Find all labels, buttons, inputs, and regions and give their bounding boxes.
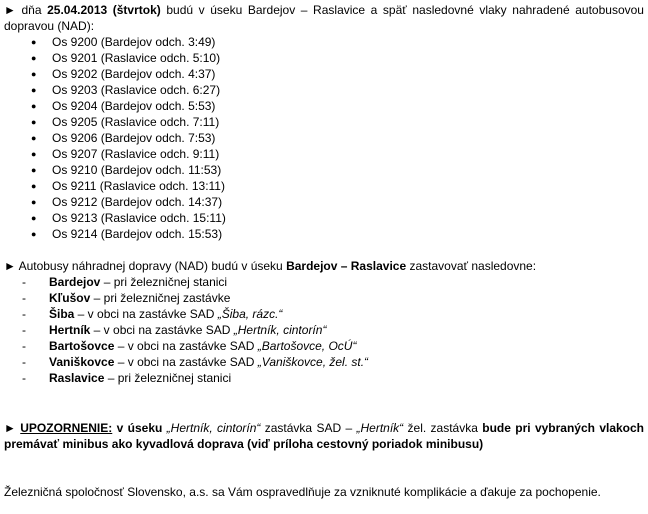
stop-name: Bartošovce	[49, 339, 115, 353]
train-list-item: ● Os 9212 (Bardejov odch. 14:37)	[4, 194, 644, 210]
stop-list-item	[4, 338, 644, 354]
stop-list-item	[4, 370, 644, 386]
train-list-item: ● Os 9211 (Raslavice odch. 13:11)	[4, 178, 644, 194]
dash-marker: -	[22, 323, 26, 337]
arrow-marker-icon: ►	[4, 259, 16, 273]
dash-marker: -	[22, 275, 26, 289]
nad-text-b: zastavovať nasledovne:	[409, 259, 537, 273]
stop-quote: „Šiba, rázc.“	[217, 307, 283, 321]
stop-quote: „Vaniškovce, žel. st.“	[257, 355, 369, 369]
dash-marker: -	[22, 371, 26, 385]
train-list-item: ● Os 9205 (Raslavice odch. 7:11)	[4, 114, 644, 130]
warning-paragraph	[4, 420, 644, 452]
stop-list-item	[4, 354, 644, 370]
warning-quote-2: „Hertník“	[356, 421, 404, 435]
dash-marker: -	[22, 291, 26, 305]
stop-list-item	[4, 306, 644, 322]
arrow-marker-icon: ►	[4, 3, 16, 17]
arrow-marker-icon: ►	[4, 421, 16, 435]
train-list	[4, 34, 644, 242]
warning-t4: bude pri vybraných vlakoch premávať minibus ako kyvadlová doprava (viď príloha cestovný poriadok minibusu)	[4, 421, 645, 451]
stop-description: – pri železničnej zastávke	[90, 291, 231, 305]
nad-route: Bardejov – Raslavice	[286, 259, 407, 273]
stop-description: – pri železničnej stanici	[100, 275, 228, 289]
nad-paragraph	[4, 258, 644, 274]
train-list-item: ● Os 9204 (Bardejov odch. 5:53)	[4, 98, 644, 114]
train-list-item: ● Os 9201 (Raslavice odch. 5:10)	[4, 50, 644, 66]
stop-description: – v obci na zastávke SAD	[114, 355, 258, 369]
stop-list	[4, 274, 644, 386]
stop-description: – v obci na zastávke SAD	[114, 339, 258, 353]
dash-marker: -	[22, 355, 26, 369]
train-list-item: ● Os 9210 (Bardejov odch. 11:53)	[4, 162, 644, 178]
stop-quote: „Bartošovce, OcÚ“	[257, 339, 357, 353]
intro-paragraph	[4, 2, 644, 34]
train-list-item: ● Os 9200 (Bardejov odch. 3:49)	[4, 34, 644, 50]
stop-list-item	[4, 274, 644, 290]
stop-name: Raslavice	[49, 371, 105, 385]
stop-quote: „Hertník, cintorín“	[233, 323, 327, 337]
intro-text: budú v úseku Bardejov – Raslavice a späť nasledovné vlaky nahradené autobusovou dopravou (NAD):	[4, 3, 644, 33]
stop-list-item	[4, 290, 644, 306]
dash-marker: -	[22, 307, 26, 321]
apology-paragraph: Železničná spoločnosť Slovensko, a.s. sa Vám ospravedlňuje za vzniknuté komplikácie a ďakuje za pochopenie.	[4, 485, 601, 499]
stop-name: Bardejov	[49, 275, 101, 289]
train-list-item: ● Os 9207 (Raslavice odch. 9:11)	[4, 146, 644, 162]
stop-name: Hertník	[49, 323, 91, 337]
stop-name: Kľušov	[49, 291, 91, 305]
train-list-item: ● Os 9202 (Bardejov odch. 4:37)	[4, 66, 644, 82]
train-list-item: ● Os 9203 (Raslavice odch. 6:27)	[4, 82, 644, 98]
stop-description: – pri železničnej stanici	[104, 371, 232, 385]
warning-t2: zastávka SAD –	[260, 421, 357, 435]
stop-list-item	[4, 322, 644, 338]
warning-t1: v úseku	[112, 421, 167, 435]
dash-marker: -	[22, 339, 26, 353]
nad-text-a: Autobusy náhradnej dopravy (NAD) budú v úseku	[18, 259, 283, 273]
intro-prefix: dňa	[21, 3, 42, 17]
train-list-item: ● Os 9214 (Bardejov odch. 15:53)	[4, 226, 644, 242]
train-list-item: ● Os 9213 (Raslavice odch. 15:11)	[4, 210, 644, 226]
stop-description: – v obci na zastávke SAD	[90, 323, 234, 337]
intro-date: 25.04.2013 (štvrtok)	[47, 3, 161, 17]
warning-label: UPOZORNENIE:	[20, 421, 113, 435]
stop-name: Vaniškovce	[49, 355, 115, 369]
warning-quote-1: „Hertník, cintorín“	[166, 421, 261, 435]
stop-description: – v obci na zastávke SAD	[74, 307, 218, 321]
warning-t3: žel. zastávka	[403, 421, 483, 435]
stop-name: Šiba	[49, 307, 75, 321]
train-list-item: ● Os 9206 (Bardejov odch. 7:53)	[4, 130, 644, 146]
